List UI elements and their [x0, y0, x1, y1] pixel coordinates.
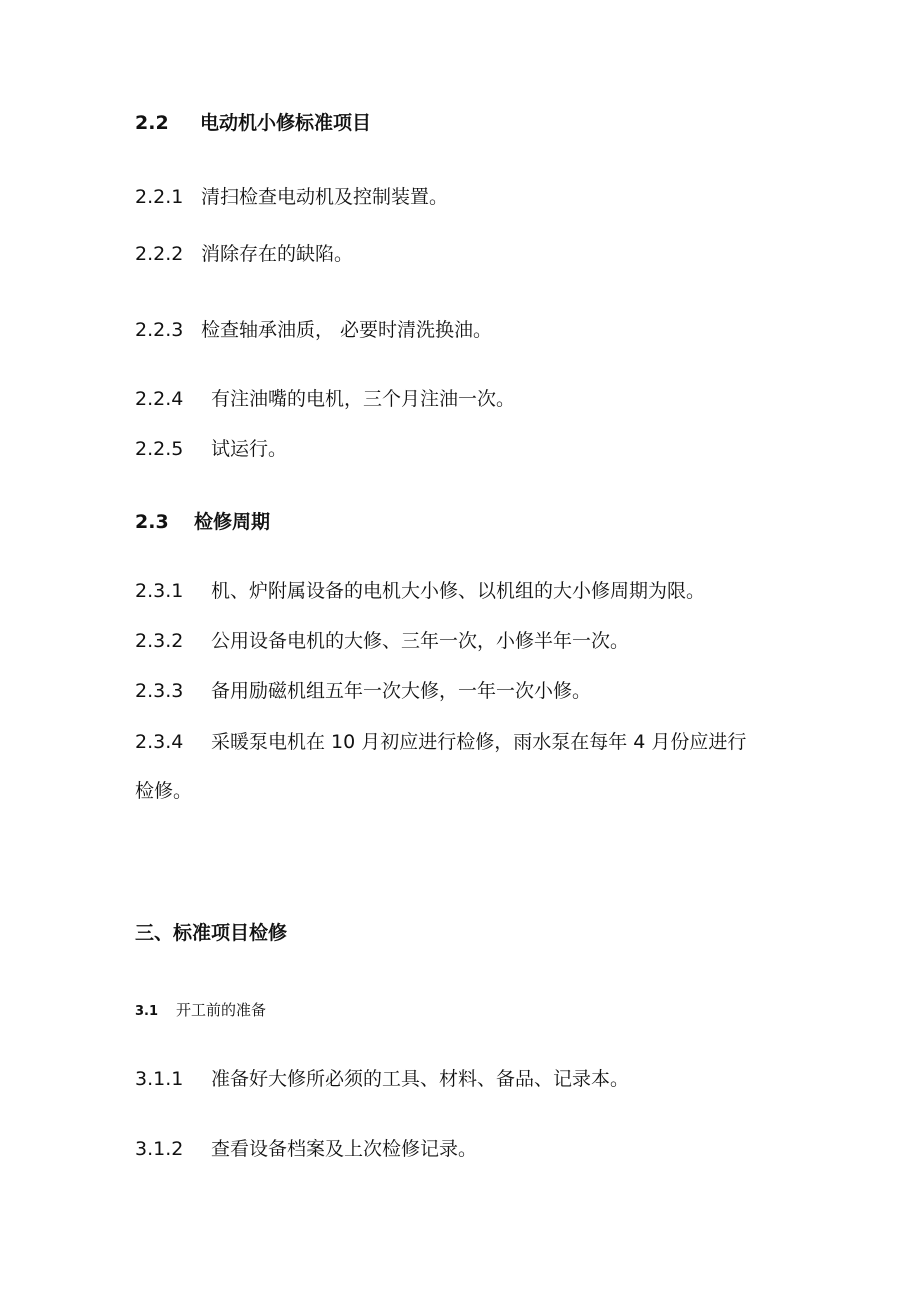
item-text: 公用设备电机的大修、三年一次，小修半年一次。: [211, 630, 630, 652]
item-text: 消除存在的缺陷。: [201, 243, 354, 265]
item-text: 机、炉附属设备的电机大小修、以机组的大小修周期为限。: [211, 580, 706, 602]
section-number: 3.1: [135, 1004, 159, 1019]
item-text-continuation: 检修。: [135, 780, 193, 802]
item-text: 准备好大修所必须的工具、材料、备品、记录本。: [211, 1068, 630, 1090]
list-item: [135, 317, 492, 343]
list-item: [135, 578, 705, 604]
list-item: [135, 436, 287, 462]
item-text: 采暖泵电机在 10 月初应进行检修，雨水泵在每年 4 月份应进行: [211, 731, 747, 753]
section-title: 电动机小修标准项目: [200, 112, 372, 134]
item-number: 3.1.1: [135, 1068, 184, 1090]
item-number: 2.3.1: [135, 580, 184, 602]
item-number: 3.1.2: [135, 1138, 184, 1160]
section-3-1-heading: [135, 1000, 266, 1022]
section-title: 开工前的准备: [176, 1001, 267, 1019]
section-2-3-heading: [135, 509, 270, 535]
list-item: [135, 628, 629, 654]
item-text: 清扫检查电动机及控制装置。: [201, 186, 449, 208]
list-item: [135, 241, 353, 267]
item-number: 2.3.3: [135, 680, 184, 702]
chapter-3-heading: 三、标准项目检修: [135, 922, 288, 944]
item-text: 试运行。: [211, 438, 288, 460]
item-number: 2.2.1: [135, 186, 184, 208]
section-2-2-heading: [135, 110, 371, 136]
list-item: [135, 1136, 477, 1162]
list-item: [135, 386, 515, 412]
item-text: 检查轴承油质， 必要时清洗换油。: [201, 319, 493, 341]
section-title: 检修周期: [194, 511, 271, 533]
list-item: [135, 1066, 629, 1092]
item-number: 2.2.5: [135, 438, 184, 460]
section-number: 2.3: [135, 511, 169, 533]
item-number: 2.2.2: [135, 243, 184, 265]
list-item: [135, 678, 591, 704]
item-text: 有注油嘴的电机，三个月注油一次。: [211, 388, 516, 410]
list-item: [135, 184, 448, 210]
item-text: 查看设备档案及上次检修记录。: [211, 1138, 478, 1160]
item-text: 备用励磁机组五年一次大修，一年一次小修。: [211, 680, 592, 702]
list-item: [135, 729, 746, 755]
section-number: 2.2: [135, 112, 169, 134]
item-number: 2.2.3: [135, 319, 184, 341]
item-number: 2.3.4: [135, 731, 184, 753]
item-number: 2.3.2: [135, 630, 184, 652]
item-number: 2.2.4: [135, 388, 184, 410]
